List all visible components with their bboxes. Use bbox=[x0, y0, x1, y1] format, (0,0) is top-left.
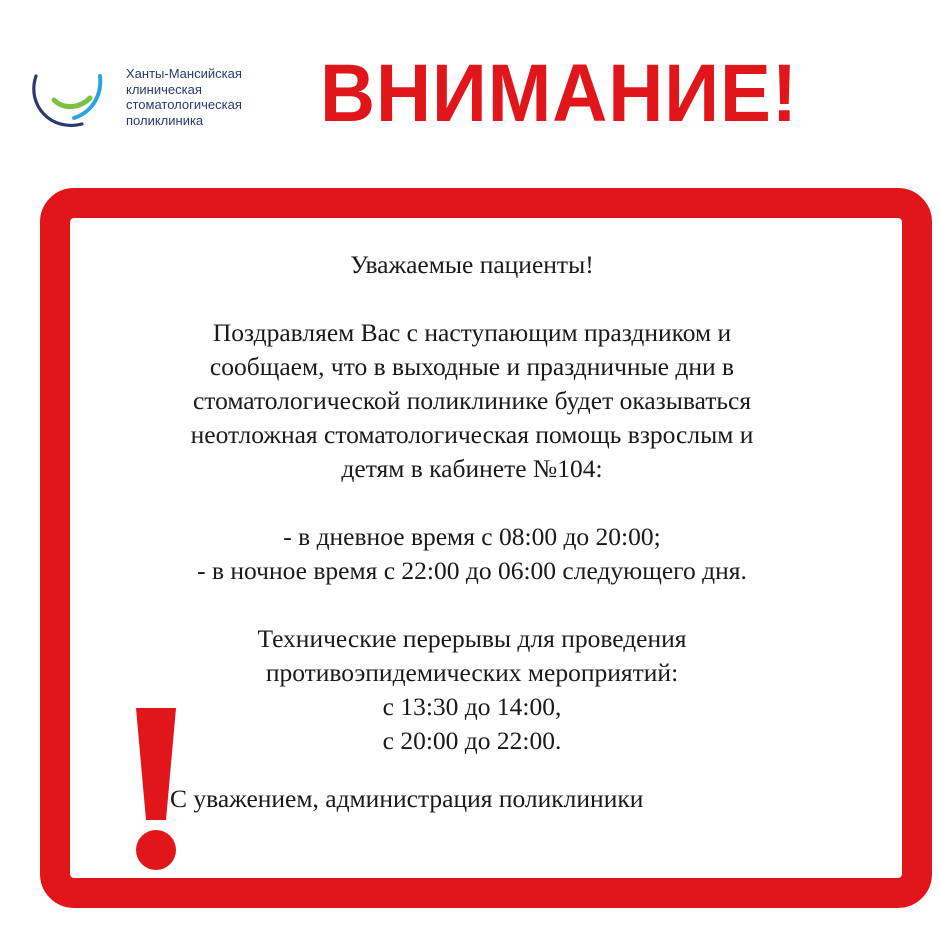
intro-line: стоматологической поликлинике будет оказываться bbox=[192, 386, 752, 415]
intro-line: сообщаем, что в выходные и праздничные дни в bbox=[209, 352, 735, 381]
notice-body bbox=[92, 248, 852, 758]
hours-night: - в ночное время с 22:00 до 06:00 следующего дня. bbox=[197, 556, 747, 585]
breaks-title-line: противоэпидемических мероприятий: bbox=[265, 658, 679, 687]
hours-day: - в дневное время с 08:00 до 20:00; bbox=[283, 522, 661, 551]
clinic-name bbox=[126, 66, 242, 128]
breaks-title-line: Технические перерывы для проведения bbox=[257, 624, 687, 653]
signature: С уважением, администрация поликлиники bbox=[170, 784, 644, 813]
intro-line: Поздравляем Вас с наступающим праздником и bbox=[212, 318, 732, 347]
clinic-name-line: поликлиника bbox=[126, 112, 204, 128]
greeting: Уважаемые пациенты! bbox=[350, 250, 594, 279]
clinic-name-line: Ханты-Мансийская bbox=[126, 66, 242, 81]
clinic-name-line: стоматологическая bbox=[126, 97, 242, 112]
break-interval: с 20:00 до 22:00. bbox=[382, 726, 562, 755]
intro-line: неотложная стоматологическая помощь взрослым и bbox=[190, 420, 754, 449]
clinic-logo-icon bbox=[30, 62, 110, 132]
intro-line: детям в кабинете №104: bbox=[341, 454, 603, 483]
break-interval: с 13:30 до 14:00, bbox=[382, 692, 562, 721]
attention-headline: ВНИМАНИЕ! bbox=[320, 48, 799, 139]
clinic-name-line: клиническая bbox=[126, 81, 202, 97]
